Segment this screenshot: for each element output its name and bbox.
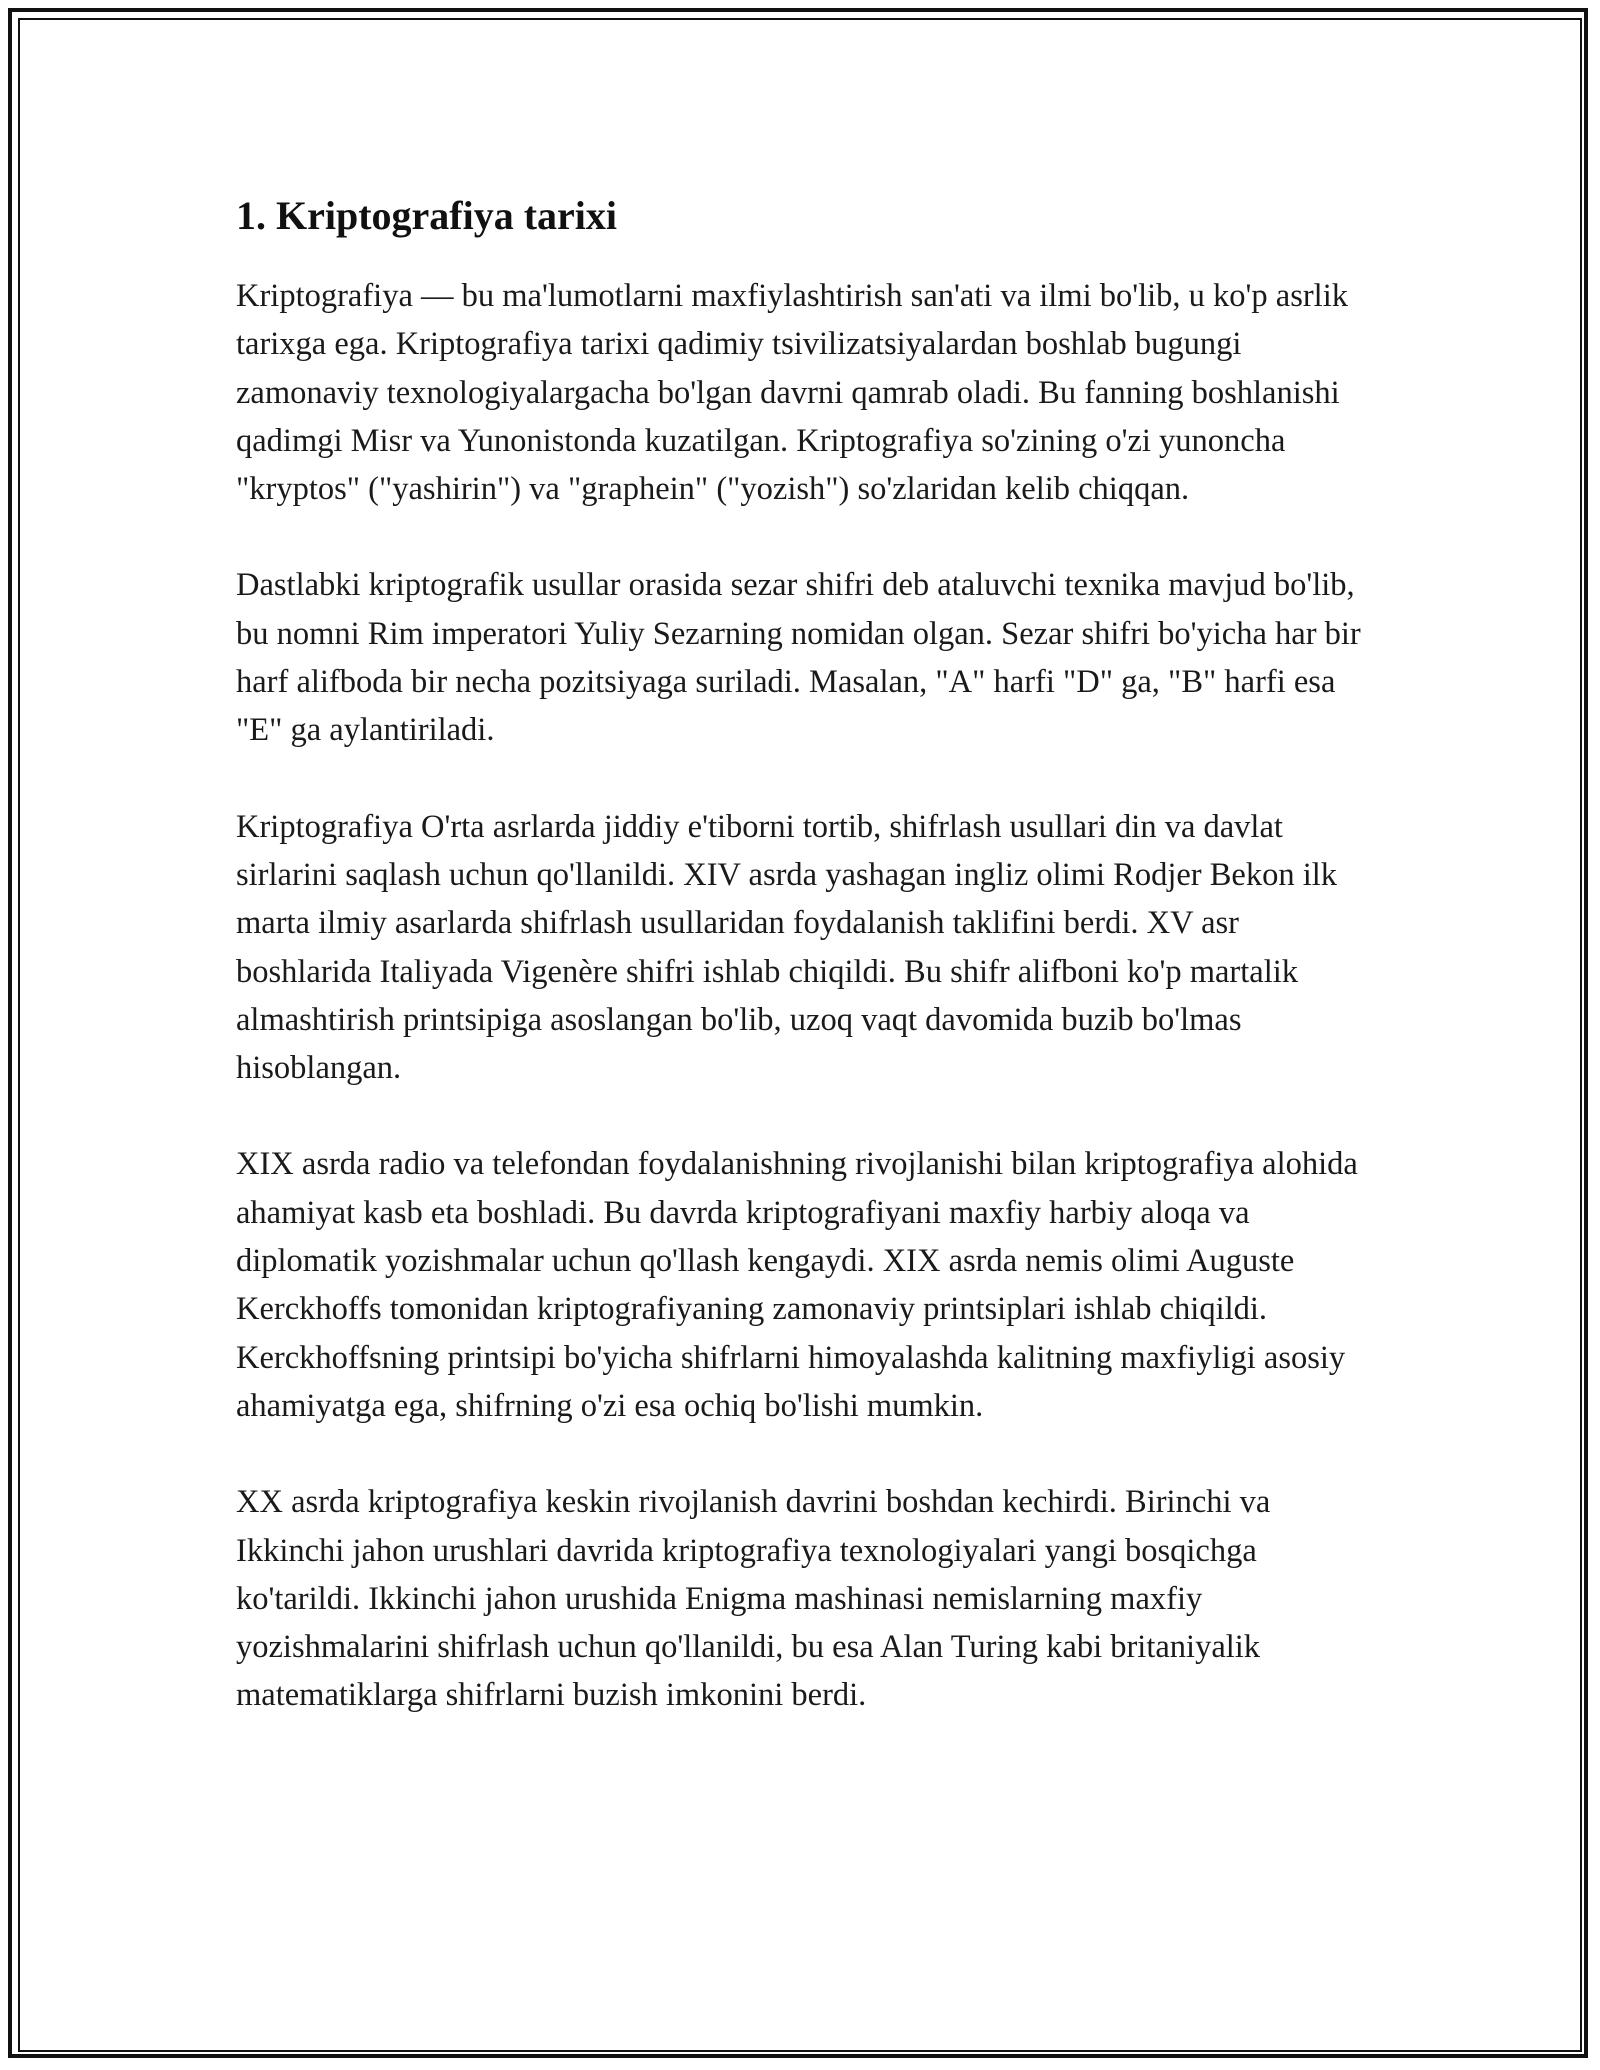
document-body <box>236 184 1366 1768</box>
paragraph-twentieth-century: XX asrda kriptografiya keskin rivojlanish davrini boshdan kechirdi. Birinchi va Ikkinchi jahon urushlari davrida kriptografiya texnologiyalari yangi bosqichga ko'tarildi. Ikkinchi jahon urushida Enigma mashinasi nemislarning maxfiy yozishmalarini shifrlash uchun qo'llanildi, bu esa Alan Turing kabi britaniyalik matematiklarga shifrlarni buzish imkonini berdi. <box>236 1484 1271 1714</box>
paragraph-nineteenth-century: XIX asrda radio va telefondan foydalanishning rivojlanishi bilan kriptografiya alohida ahamiyat kasb eta boshladi. Bu davrda kriptografiyani maxfiy harbiy aloqa va diplomatik yozishmalar uchun qo'llash kengaydi. XIX asrda nemis olimi Auguste Kerckhoffs tomonidan kriptografiyaning zamonaviy printsiplari ishlab chiqildi. Kerckhoffsning printsipi bo'yicha shifrlarni himoyalashda kalitning maxfiyligi asosiy ahamiyatga ega, shifrning o'zi esa ochiq bo'lishi mumkin. <box>236 1146 1358 1424</box>
paragraph-intro: Kriptografiya — bu ma'lumotlarni maxfiylashtirish san'ati va ilmi bo'lib, u ko'p asrlik tarixga ega. Kriptografiya tarixi qadimiy tsivilizatsiyalardan boshlab bugungi zamonaviy texnologiyalargacha bo'lgan davrni qamrab oladi. Bu fanning boshlanishi qadimgi Misr va Yunonistonda kuzatilgan. Kriptografiya so'zining o'zi yunoncha "kryptos" ("yashirin") va "graphein" ("yozish") so'zlaridan kelib chiqqan. <box>236 278 1348 508</box>
paragraph-middle-ages: Kriptografiya O'rta asrlarda jiddiy e'tiborni tortib, shifrlash usullari din va davlat sirlarini saqlash uchun qo'llanildi. XIV asrda yashagan ingliz olimi Rodjer Bekon ilk marta ilmiy asarlarda shifrlash usullaridan foydalanish taklifini berdi. XV asr boshlarida Italiyada Vigenère shifri ishlab chiqildi. Bu shifr alifboni ko'p martalik almashtirish printsipiga asoslangan bo'lib, uzoq vaqt davomida buzib bo'lmas hisoblangan. <box>236 808 1338 1087</box>
paragraph-caesar-cipher: Dastlabki kriptografik usullar orasida sezar shifri deb ataluvchi texnika mavjud bo'lib, bu nomni Rim imperatori Yuliy Sezarning nomidan olgan. Sezar shifri bo'yicha har bir harf alifboda bir necha pozitsiyaga suriladi. Masalan, "A" harfi "D" ga, "B" harfi esa "E" ga aylantiriladi. <box>236 567 1361 749</box>
section-heading: 1. Kriptografiya tarixi <box>236 193 618 238</box>
